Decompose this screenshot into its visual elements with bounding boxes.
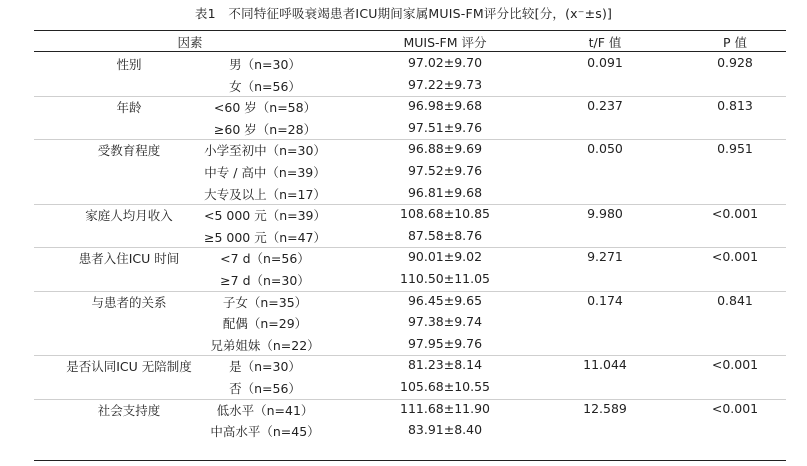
factor-label: 家庭人均月收入 [85, 208, 173, 223]
score-value: 97.22±9.73 [407, 77, 483, 92]
factor-label: 受教育程度 [97, 143, 161, 158]
p-value: 0.813 [717, 98, 753, 113]
factor-label: 年龄 [116, 100, 142, 115]
level-label: 子女（n=35） [222, 295, 308, 310]
level-label: ≥60 岁（n=28） [213, 122, 317, 137]
header-factor: 因素 [177, 35, 203, 50]
table-bottom-rule [34, 460, 786, 461]
group-separator [34, 291, 786, 292]
t-value: 9.271 [587, 249, 623, 264]
level-label: ≥5 000 元（n=47） [203, 230, 327, 245]
score-value: 105.68±10.55 [400, 379, 490, 394]
factor-label: 患者入住ICU 时间 [78, 251, 180, 266]
group-separator [34, 139, 786, 140]
level-label: ≥7 d（n=30） [220, 273, 310, 288]
score-value: 111.68±11.90 [400, 401, 490, 416]
group-separator [34, 355, 786, 356]
t-value: 0.237 [587, 98, 623, 113]
t-value: 0.050 [587, 141, 623, 156]
score-value: 110.50±11.05 [400, 271, 490, 286]
factor-label: 社会支持度 [97, 403, 161, 418]
level-label: 否（n=56） [229, 381, 301, 396]
score-value: 108.68±10.85 [400, 206, 490, 221]
p-value: <0.001 [711, 206, 759, 221]
level-label: <5 000 元（n=39） [203, 208, 327, 223]
score-value: 97.95±9.76 [407, 336, 483, 351]
t-value: 11.044 [583, 357, 627, 372]
level-label: 是（n=30） [229, 359, 301, 374]
p-value: 0.928 [717, 55, 753, 70]
group-separator [34, 204, 786, 205]
header-tf: t/F 值 [588, 35, 622, 50]
factor-label: 是否认同ICU 无陪制度 [66, 359, 192, 374]
level-label: 配偶（n=29） [222, 316, 308, 331]
table-top-rule [34, 30, 786, 31]
score-value: 97.02±9.70 [407, 55, 483, 70]
level-label: 小学至初中（n=30） [204, 143, 326, 158]
level-label: <7 d（n=56） [220, 251, 310, 266]
factor-label: 性别 [116, 57, 142, 72]
level-label: <60 岁（n=58） [213, 100, 317, 115]
level-label: 兄弟姐妹（n=22） [210, 338, 320, 353]
t-value: 12.589 [583, 401, 627, 416]
level-label: 中专 / 高中（n=39） [204, 165, 326, 180]
p-value: 0.951 [717, 141, 753, 156]
factor-label: 与患者的关系 [91, 295, 167, 310]
header-p: P 值 [722, 35, 747, 50]
score-value: 97.51±9.76 [407, 120, 483, 135]
score-value: 97.38±9.74 [407, 314, 483, 329]
score-value: 83.91±8.40 [407, 422, 483, 437]
p-value: <0.001 [711, 357, 759, 372]
group-separator [34, 96, 786, 97]
score-value: 81.23±8.14 [407, 357, 483, 372]
level-label: 男（n=30） [229, 57, 301, 72]
t-value: 0.174 [587, 293, 623, 308]
score-value: 96.98±9.68 [407, 98, 483, 113]
group-separator [34, 247, 786, 248]
score-value: 96.45±9.65 [407, 293, 483, 308]
score-value: 96.88±9.69 [407, 141, 483, 156]
p-value: <0.001 [711, 401, 759, 416]
level-label: 大专及以上（n=17） [204, 187, 326, 202]
score-value: 87.58±8.76 [407, 228, 483, 243]
header-score: MUIS-FM 评分 [403, 35, 487, 50]
table-header-rule [34, 51, 786, 52]
level-label: 中高水平（n=45） [210, 424, 320, 439]
t-value: 0.091 [587, 55, 623, 70]
score-value: 97.52±9.76 [407, 163, 483, 178]
p-value: 0.841 [717, 293, 753, 308]
t-value: 9.980 [587, 206, 623, 221]
level-label: 低水平（n=41） [216, 403, 314, 418]
score-value: 90.01±9.02 [407, 249, 483, 264]
table-caption: 表1 不同特征呼吸衰竭患者ICU期间家属MUIS-FM评分比较[分，(x⁻±s)] [194, 6, 613, 21]
group-separator [34, 399, 786, 400]
score-value: 96.81±9.68 [407, 185, 483, 200]
p-value: <0.001 [711, 249, 759, 264]
level-label: 女（n=56） [229, 79, 301, 94]
